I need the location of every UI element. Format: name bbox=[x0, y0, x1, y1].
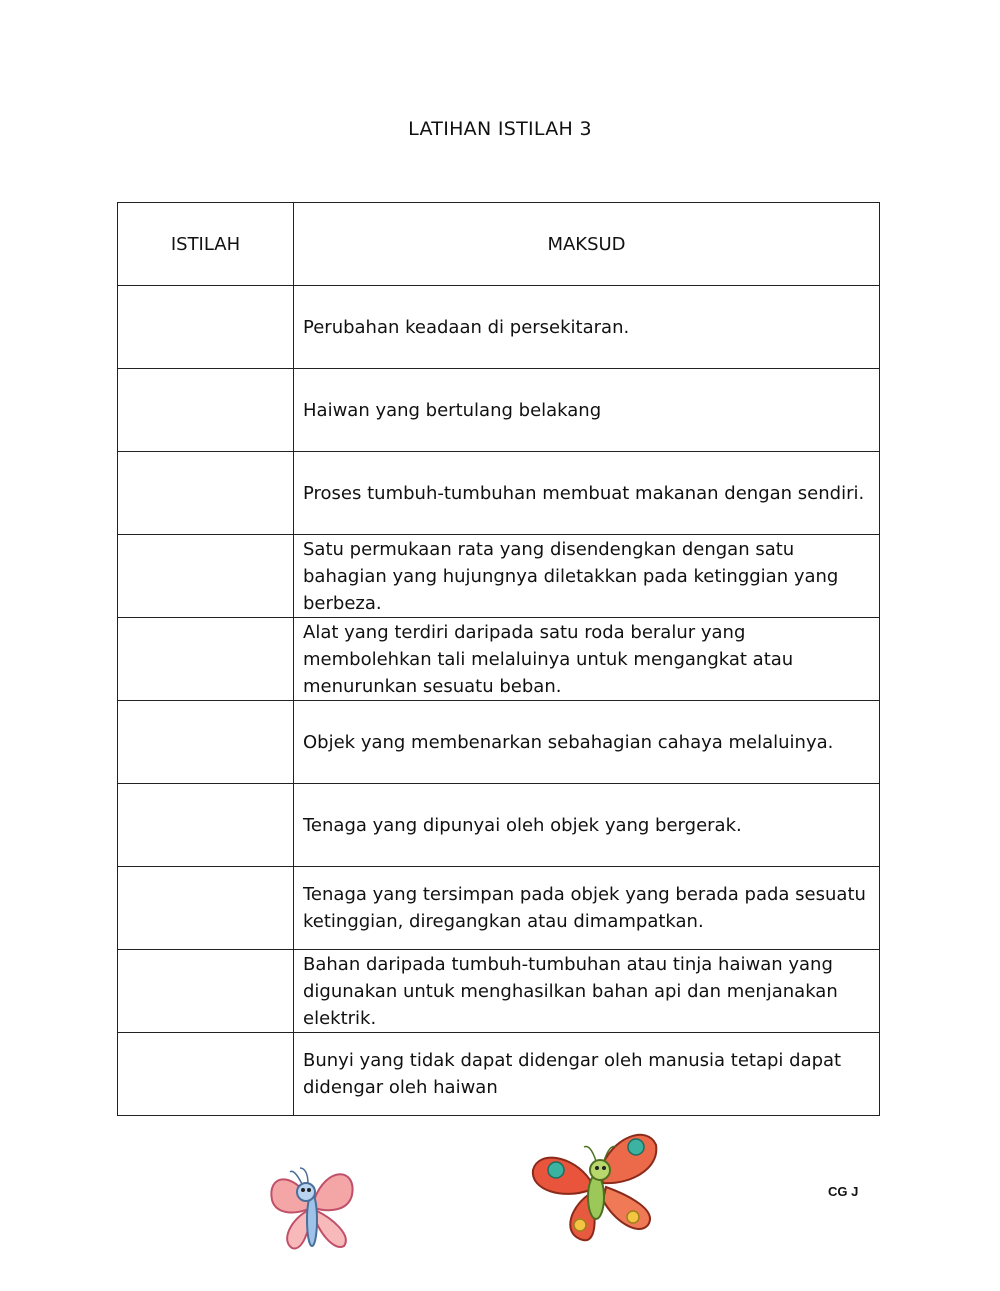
term-answer-cell[interactable] bbox=[118, 618, 294, 701]
table-header-row bbox=[118, 203, 880, 286]
term-answer-cell[interactable] bbox=[118, 867, 294, 950]
meaning-cell: Tenaga yang dipunyai oleh objek yang bergerak. bbox=[294, 784, 880, 867]
table-row bbox=[118, 618, 880, 701]
term-answer-cell[interactable] bbox=[118, 369, 294, 452]
table-row bbox=[118, 701, 880, 784]
meaning-cell: Objek yang membenarkan sebahagian cahaya melaluinya. bbox=[294, 701, 880, 784]
meaning-cell: Bunyi yang tidak dapat didengar oleh manusia tetapi dapat didengar oleh haiwan bbox=[294, 1033, 880, 1116]
term-answer-cell[interactable] bbox=[118, 784, 294, 867]
terms-table bbox=[117, 202, 880, 1116]
term-answer-cell[interactable] bbox=[118, 535, 294, 618]
term-answer-cell[interactable] bbox=[118, 452, 294, 535]
meaning-cell: Haiwan yang bertulang belakang bbox=[294, 369, 880, 452]
table-row bbox=[118, 286, 880, 369]
table-row bbox=[118, 950, 880, 1033]
term-answer-cell[interactable] bbox=[118, 701, 294, 784]
meaning-cell: Proses tumbuh-tumbuhan membuat makanan dengan sendiri. bbox=[294, 452, 880, 535]
meaning-cell: Tenaga yang tersimpan pada objek yang berada pada sesuatu ketinggian, diregangkan atau dimampatkan. bbox=[294, 867, 880, 950]
table-row bbox=[118, 784, 880, 867]
meaning-cell: Alat yang terdiri daripada satu roda beralur yang membolehkan tali melaluinya untuk mengangkat atau menurunkan sesuatu beban. bbox=[294, 618, 880, 701]
header-term: ISTILAH bbox=[118, 203, 294, 286]
meaning-cell: Perubahan keadaan di persekitaran. bbox=[294, 286, 880, 369]
table-row bbox=[118, 1033, 880, 1116]
meaning-cell: Bahan daripada tumbuh-tumbuhan atau tinja haiwan yang digunakan untuk menghasilkan bahan api dan menjanakan elektrik. bbox=[294, 950, 880, 1033]
table-row bbox=[118, 369, 880, 452]
term-answer-cell[interactable] bbox=[118, 1033, 294, 1116]
header-meaning: MAKSUD bbox=[294, 203, 880, 286]
table-row bbox=[118, 452, 880, 535]
term-answer-cell[interactable] bbox=[118, 950, 294, 1033]
table-row bbox=[118, 535, 880, 618]
red-butterfly-icon bbox=[528, 1125, 663, 1250]
term-answer-cell[interactable] bbox=[118, 286, 294, 369]
page-title: LATIHAN ISTILAH 3 bbox=[408, 118, 592, 140]
credit-mark: CG J bbox=[828, 1184, 859, 1199]
table-row bbox=[118, 867, 880, 950]
pink-butterfly-icon bbox=[262, 1160, 362, 1255]
meaning-cell: Satu permukaan rata yang disendengkan dengan satu bahagian yang hujungnya diletakkan pada ketinggian yang berbeza. bbox=[294, 535, 880, 618]
